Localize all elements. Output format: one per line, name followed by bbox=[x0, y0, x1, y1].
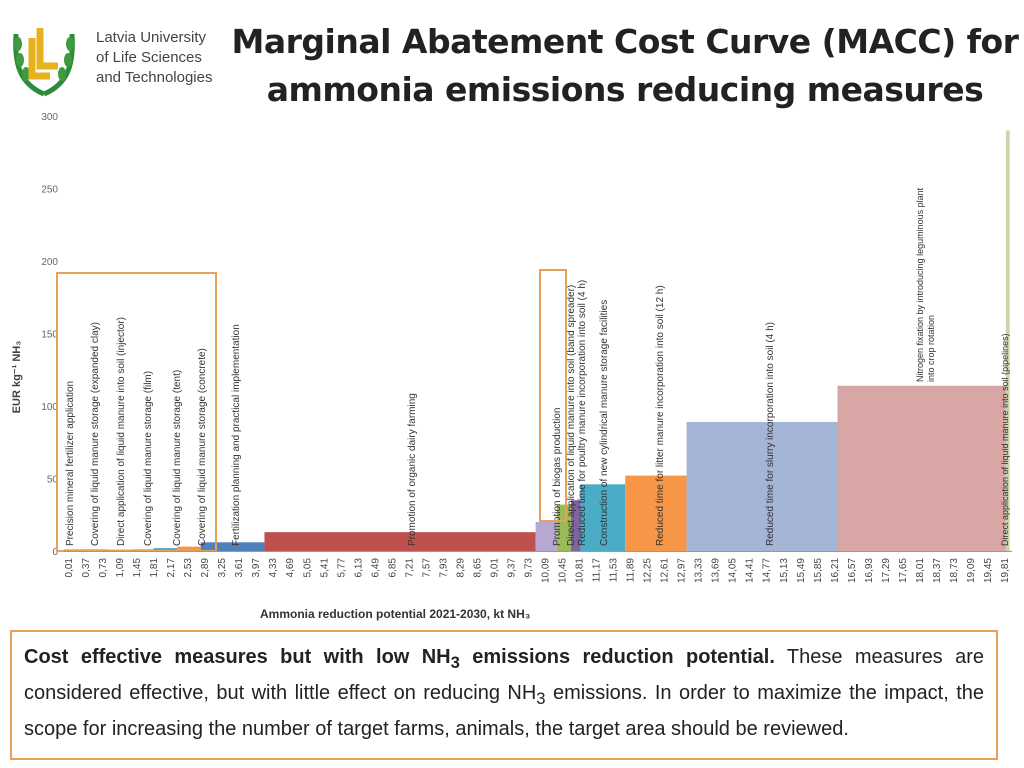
university-name-line: and Technologies bbox=[96, 69, 213, 86]
y-axis-title: EUR kg⁻¹ NH₃ bbox=[11, 340, 23, 414]
x-tick-label: 3,97 bbox=[251, 558, 263, 578]
university-name bbox=[96, 28, 212, 88]
x-tick-label: 12,61 bbox=[659, 558, 671, 584]
measure-bar bbox=[687, 422, 838, 551]
x-tick-label: 18,01 bbox=[914, 558, 926, 584]
measure-label: Fertilization planning and practical implementation bbox=[231, 324, 242, 546]
page-title-line: ammonia emissions reducing measures bbox=[266, 70, 984, 109]
y-tick-label: 100 bbox=[41, 402, 58, 413]
x-tick-label: 7,57 bbox=[421, 558, 433, 578]
measure-label: Promotion of biogas production bbox=[552, 407, 563, 546]
x-tick-label: 7,21 bbox=[404, 558, 416, 578]
x-tick-label: 17,65 bbox=[897, 558, 909, 584]
callout-heading bbox=[24, 646, 775, 672]
y-tick-label: 50 bbox=[46, 474, 58, 486]
y-tick-label: 200 bbox=[41, 257, 58, 268]
x-tick-label: 2,53 bbox=[183, 558, 195, 578]
x-tick-label: 6,85 bbox=[387, 558, 399, 578]
measure-label: Covering of liquid manure storage (film) bbox=[143, 370, 154, 546]
x-tick-label: 0,73 bbox=[98, 558, 110, 578]
x-tick-label: 13,33 bbox=[693, 558, 705, 584]
y-tick-label: 150 bbox=[41, 329, 58, 341]
measure-bar bbox=[264, 532, 535, 551]
university-name-line: of Life Sciences bbox=[96, 49, 202, 66]
x-tick-label: 9,73 bbox=[523, 558, 535, 578]
measure-label: Covering of liquid manure storage (expanded clay) bbox=[90, 321, 101, 546]
macc-chart bbox=[0, 100, 1024, 625]
measure-label: Precision mineral fertilizer application bbox=[65, 380, 76, 546]
x-tick-label: 1,09 bbox=[115, 558, 127, 578]
measure-label: Reduced time for slurry incorporation into soil (4 h) bbox=[765, 322, 776, 546]
x-tick-label: 17,29 bbox=[880, 558, 892, 584]
measure-label: Direct application of liquid manure into soil (band spreader) bbox=[566, 284, 577, 546]
callout-box bbox=[10, 630, 998, 760]
x-tick-label: 5,05 bbox=[302, 558, 314, 578]
x-tick-label: 10,81 bbox=[574, 558, 586, 584]
x-axis bbox=[64, 558, 1011, 583]
measure-label: Direct application of liquid manure into soil (injector) bbox=[116, 317, 127, 546]
x-tick-label: 11,53 bbox=[608, 558, 620, 583]
callout-heading-subscript: 3 bbox=[450, 653, 460, 672]
highlight-boxes bbox=[57, 270, 566, 551]
measure-label: Construction of new cylindrical manure storage facilities bbox=[599, 299, 610, 546]
x-tick-label: 15,49 bbox=[795, 558, 807, 584]
university-logo bbox=[10, 14, 78, 98]
x-tick-label: 9,37 bbox=[506, 558, 518, 578]
x-tick-label: 8,29 bbox=[455, 558, 467, 578]
x-tick-label: 19,45 bbox=[982, 558, 994, 584]
x-tick-label: 14,77 bbox=[761, 558, 773, 584]
x-tick-label: 16,93 bbox=[863, 558, 875, 584]
x-tick-label: 14,41 bbox=[744, 558, 756, 584]
x-tick-label: 2,89 bbox=[200, 558, 212, 578]
x-tick-label: 5,41 bbox=[319, 558, 331, 578]
x-tick-label: 6,13 bbox=[353, 558, 365, 578]
x-tick-label: 15,85 bbox=[812, 558, 824, 584]
x-tick-label: 18,73 bbox=[948, 558, 960, 584]
callout-heading-tail: emissions reduction potential. bbox=[459, 646, 775, 668]
measure-label: Covering of liquid manure storage (tent) bbox=[172, 369, 183, 546]
x-tick-label: 3,61 bbox=[234, 558, 246, 578]
x-axis-title: Ammonia reduction potential 2021-2030, kt NH₃ bbox=[260, 607, 531, 621]
x-tick-label: 18,37 bbox=[931, 558, 943, 584]
measure-label: Reduced time for poultry manure incorporation into soil (4 h) bbox=[577, 279, 588, 546]
x-tick-label: 19,81 bbox=[1000, 558, 1011, 584]
x-tick-label: 0,01 bbox=[64, 558, 75, 578]
x-tick-label: 5,77 bbox=[336, 558, 348, 578]
callout-body-subscript: 3 bbox=[536, 689, 546, 708]
x-tick-label: 11,89 bbox=[625, 558, 637, 583]
y-axis bbox=[41, 112, 58, 558]
measure-label: Covering of liquid manure storage (concrete) bbox=[197, 348, 208, 546]
x-tick-label: 1,45 bbox=[132, 558, 144, 578]
x-tick-label: 15,13 bbox=[778, 558, 790, 584]
x-tick-label: 16,57 bbox=[846, 558, 858, 584]
x-tick-label: 6,49 bbox=[370, 558, 382, 578]
university-name-line: Latvia University bbox=[96, 29, 207, 46]
x-tick-label: 2,17 bbox=[166, 558, 178, 578]
measure-label: Direct application of liquid manure into soil (pipelines) bbox=[1000, 333, 1010, 546]
measure-bar bbox=[837, 386, 1005, 551]
x-tick-label: 7,93 bbox=[438, 558, 450, 578]
y-tick-label: 300 bbox=[41, 112, 58, 123]
x-tick-label: 3,25 bbox=[217, 558, 229, 578]
x-tick-label: 4,69 bbox=[285, 558, 297, 578]
callout-heading-text: Cost effective measures but with low NH bbox=[24, 646, 451, 668]
measure-label: Reduced time for litter manure incorporation into soil (12 h) bbox=[655, 285, 666, 546]
measure-label: Promotion of organic dairy farming bbox=[407, 393, 418, 546]
x-tick-label: 8,65 bbox=[472, 558, 484, 578]
measure-label-line: Nitrogen fixation by introducing leguminous plant bbox=[915, 187, 925, 382]
x-tick-label: 19,09 bbox=[965, 558, 977, 584]
highlight-box bbox=[57, 273, 216, 551]
x-tick-label: 11,17 bbox=[591, 558, 603, 583]
x-tick-label: 0,37 bbox=[81, 558, 93, 578]
x-tick-label: 1,81 bbox=[149, 558, 161, 578]
page-title-line: Marginal Abatement Cost Curve (MACC) for bbox=[231, 22, 1019, 61]
x-tick-label: 12,25 bbox=[642, 558, 654, 584]
x-tick-label: 14,05 bbox=[727, 558, 739, 584]
x-tick-label: 10,09 bbox=[540, 558, 552, 584]
callout-body-1: These measures are considered effective, but with little effect on reducing NH bbox=[24, 646, 984, 704]
measure-label bbox=[915, 187, 936, 382]
x-tick-label: 9,01 bbox=[489, 558, 501, 578]
x-tick-label: 13,69 bbox=[710, 558, 722, 584]
x-tick-label: 16,21 bbox=[829, 558, 841, 584]
x-tick-label: 4,33 bbox=[268, 558, 280, 578]
y-tick-label: 0 bbox=[52, 547, 58, 558]
x-tick-label: 12,97 bbox=[676, 558, 688, 584]
y-tick-label: 250 bbox=[41, 184, 58, 196]
callout-body-2: emissions. In order to maximize the impact, the scope for increasing the number of target farms, animals, the target area should be reviewed. bbox=[24, 682, 984, 740]
measure-label-line: into crop rotation bbox=[926, 314, 936, 382]
x-tick-label: 10,45 bbox=[557, 558, 569, 584]
